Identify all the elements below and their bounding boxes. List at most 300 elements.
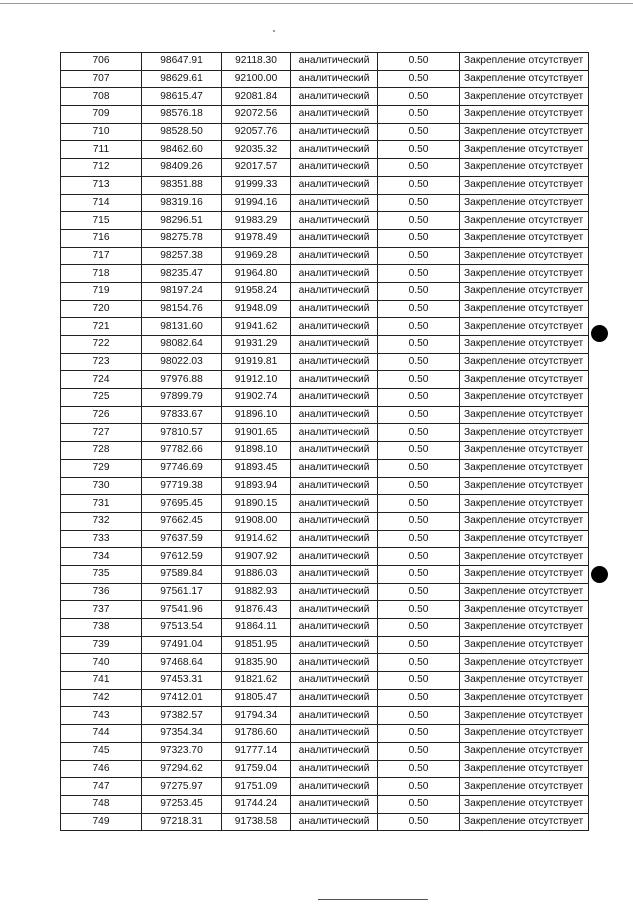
y-coordinate-cell: 91751.09 <box>222 778 291 796</box>
table-row <box>61 176 589 194</box>
table-row <box>61 247 589 265</box>
fixing-description-cell: Закрепление отсутствует <box>460 636 589 654</box>
error-cell: 0.50 <box>378 725 460 743</box>
y-coordinate-cell: 91886.03 <box>222 565 291 583</box>
x-coordinate-cell: 98319.16 <box>142 194 222 212</box>
error-cell: 0.50 <box>378 229 460 247</box>
method-cell: аналитический <box>291 247 378 265</box>
error-cell: 0.50 <box>378 212 460 230</box>
x-coordinate-cell: 98409.26 <box>142 159 222 177</box>
point-number-cell: 729 <box>61 459 142 477</box>
error-cell: 0.50 <box>378 53 460 71</box>
point-number-cell: 734 <box>61 548 142 566</box>
table-row <box>61 477 589 495</box>
fixing-description-cell: Закрепление отсутствует <box>460 336 589 354</box>
point-number-cell: 743 <box>61 707 142 725</box>
method-cell: аналитический <box>291 159 378 177</box>
fixing-description-cell: Закрепление отсутствует <box>460 194 589 212</box>
point-number-cell: 721 <box>61 318 142 336</box>
x-coordinate-cell: 98462.60 <box>142 141 222 159</box>
point-number-cell: 746 <box>61 760 142 778</box>
error-cell: 0.50 <box>378 353 460 371</box>
fixing-description-cell: Закрепление отсутствует <box>460 70 589 88</box>
x-coordinate-cell: 97412.01 <box>142 689 222 707</box>
method-cell: аналитический <box>291 300 378 318</box>
point-number-cell: 742 <box>61 689 142 707</box>
point-number-cell: 744 <box>61 725 142 743</box>
fixing-description-cell: Закрепление отсутствует <box>460 141 589 159</box>
error-cell: 0.50 <box>378 601 460 619</box>
error-cell: 0.50 <box>378 636 460 654</box>
error-cell: 0.50 <box>378 565 460 583</box>
point-number-cell: 724 <box>61 371 142 389</box>
error-cell: 0.50 <box>378 371 460 389</box>
point-number-cell: 748 <box>61 795 142 813</box>
table-row <box>61 442 589 460</box>
fixing-description-cell: Закрепление отсутствует <box>460 601 589 619</box>
error-cell: 0.50 <box>378 548 460 566</box>
fixing-description-cell: Закрепление отсутствует <box>460 318 589 336</box>
x-coordinate-cell: 98131.60 <box>142 318 222 336</box>
error-cell: 0.50 <box>378 265 460 283</box>
method-cell: аналитический <box>291 548 378 566</box>
y-coordinate-cell: 91876.43 <box>222 601 291 619</box>
method-cell: аналитический <box>291 654 378 672</box>
method-cell: аналитический <box>291 88 378 106</box>
table-row <box>61 725 589 743</box>
table-row <box>61 530 589 548</box>
point-number-cell: 725 <box>61 389 142 407</box>
method-cell: аналитический <box>291 619 378 637</box>
fixing-description-cell: Закрепление отсутствует <box>460 247 589 265</box>
fixing-description-cell: Закрепление отсутствует <box>460 530 589 548</box>
table-row <box>61 778 589 796</box>
y-coordinate-cell: 91896.10 <box>222 406 291 424</box>
method-cell: аналитический <box>291 601 378 619</box>
table-row <box>61 123 589 141</box>
table-row <box>61 654 589 672</box>
y-coordinate-cell: 92118.30 <box>222 53 291 71</box>
point-number-cell: 720 <box>61 300 142 318</box>
table-row <box>61 353 589 371</box>
coordinates-table <box>60 52 589 831</box>
y-coordinate-cell: 91864.11 <box>222 619 291 637</box>
error-cell: 0.50 <box>378 176 460 194</box>
fixing-description-cell: Закрепление отсутствует <box>460 654 589 672</box>
fixing-description-cell: Закрепление отсутствует <box>460 53 589 71</box>
method-cell: аналитический <box>291 813 378 831</box>
point-number-cell: 745 <box>61 742 142 760</box>
y-coordinate-cell: 91941.62 <box>222 318 291 336</box>
error-cell: 0.50 <box>378 141 460 159</box>
x-coordinate-cell: 97810.57 <box>142 424 222 442</box>
fixing-description-cell: Закрепление отсутствует <box>460 512 589 530</box>
point-number-cell: 710 <box>61 123 142 141</box>
table-row <box>61 459 589 477</box>
error-cell: 0.50 <box>378 477 460 495</box>
method-cell: аналитический <box>291 406 378 424</box>
scan-bottom-mark <box>318 899 428 900</box>
fixing-description-cell: Закрепление отсутствует <box>460 176 589 194</box>
x-coordinate-cell: 98647.91 <box>142 53 222 71</box>
method-cell: аналитический <box>291 70 378 88</box>
x-coordinate-cell: 98197.24 <box>142 282 222 300</box>
fixing-description-cell: Закрепление отсутствует <box>460 689 589 707</box>
fixing-description-cell: Закрепление отсутствует <box>460 442 589 460</box>
table-row <box>61 742 589 760</box>
y-coordinate-cell: 92100.00 <box>222 70 291 88</box>
y-coordinate-cell: 91969.28 <box>222 247 291 265</box>
method-cell: аналитический <box>291 495 378 513</box>
y-coordinate-cell: 91835.90 <box>222 654 291 672</box>
point-number-cell: 728 <box>61 442 142 460</box>
fixing-description-cell: Закрепление отсутствует <box>460 619 589 637</box>
table-row <box>61 318 589 336</box>
method-cell: аналитический <box>291 371 378 389</box>
point-number-cell: 717 <box>61 247 142 265</box>
fixing-description-cell: Закрепление отсутствует <box>460 424 589 442</box>
table-row <box>61 106 589 124</box>
x-coordinate-cell: 98275.78 <box>142 229 222 247</box>
point-number-cell: 706 <box>61 53 142 71</box>
x-coordinate-cell: 97382.57 <box>142 707 222 725</box>
method-cell: аналитический <box>291 229 378 247</box>
x-coordinate-cell: 97218.31 <box>142 813 222 831</box>
point-number-cell: 732 <box>61 512 142 530</box>
y-coordinate-cell: 91948.09 <box>222 300 291 318</box>
y-coordinate-cell: 91958.24 <box>222 282 291 300</box>
table-row <box>61 565 589 583</box>
x-coordinate-cell: 97719.38 <box>142 477 222 495</box>
fixing-description-cell: Закрепление отсутствует <box>460 495 589 513</box>
method-cell: аналитический <box>291 53 378 71</box>
y-coordinate-cell: 91786.60 <box>222 725 291 743</box>
punch-hole-upper <box>591 325 608 342</box>
fixing-description-cell: Закрепление отсутствует <box>460 265 589 283</box>
fixing-description-cell: Закрепление отсутствует <box>460 565 589 583</box>
point-number-cell: 731 <box>61 495 142 513</box>
table-row <box>61 583 589 601</box>
point-number-cell: 718 <box>61 265 142 283</box>
y-coordinate-cell: 92017.57 <box>222 159 291 177</box>
table-row <box>61 300 589 318</box>
y-coordinate-cell: 92057.76 <box>222 123 291 141</box>
table-row <box>61 194 589 212</box>
x-coordinate-cell: 98257.38 <box>142 247 222 265</box>
x-coordinate-cell: 98154.76 <box>142 300 222 318</box>
coordinates-table-body <box>61 53 589 831</box>
table-row <box>61 282 589 300</box>
method-cell: аналитический <box>291 265 378 283</box>
x-coordinate-cell: 97662.45 <box>142 512 222 530</box>
table-row <box>61 265 589 283</box>
error-cell: 0.50 <box>378 583 460 601</box>
method-cell: аналитический <box>291 106 378 124</box>
point-number-cell: 715 <box>61 212 142 230</box>
x-coordinate-cell: 97253.45 <box>142 795 222 813</box>
table-row <box>61 53 589 71</box>
y-coordinate-cell: 92081.84 <box>222 88 291 106</box>
table-row <box>61 424 589 442</box>
x-coordinate-cell: 97453.31 <box>142 672 222 690</box>
point-number-cell: 741 <box>61 672 142 690</box>
fixing-description-cell: Закрепление отсутствует <box>460 212 589 230</box>
y-coordinate-cell: 91919.81 <box>222 353 291 371</box>
error-cell: 0.50 <box>378 707 460 725</box>
x-coordinate-cell: 97491.04 <box>142 636 222 654</box>
punch-hole-lower <box>591 566 608 583</box>
error-cell: 0.50 <box>378 106 460 124</box>
method-cell: аналитический <box>291 795 378 813</box>
table-row <box>61 389 589 407</box>
error-cell: 0.50 <box>378 88 460 106</box>
error-cell: 0.50 <box>378 406 460 424</box>
y-coordinate-cell: 91912.10 <box>222 371 291 389</box>
point-number-cell: 733 <box>61 530 142 548</box>
method-cell: аналитический <box>291 583 378 601</box>
error-cell: 0.50 <box>378 247 460 265</box>
error-cell: 0.50 <box>378 495 460 513</box>
point-number-cell: 737 <box>61 601 142 619</box>
error-cell: 0.50 <box>378 282 460 300</box>
point-number-cell: 709 <box>61 106 142 124</box>
fixing-description-cell: Закрепление отсутствует <box>460 672 589 690</box>
table-row <box>61 689 589 707</box>
method-cell: аналитический <box>291 123 378 141</box>
table-row <box>61 548 589 566</box>
method-cell: аналитический <box>291 778 378 796</box>
fixing-description-cell: Закрепление отсутствует <box>460 389 589 407</box>
point-number-cell: 726 <box>61 406 142 424</box>
table-row <box>61 495 589 513</box>
point-number-cell: 722 <box>61 336 142 354</box>
table-row <box>61 760 589 778</box>
y-coordinate-cell: 91964.80 <box>222 265 291 283</box>
x-coordinate-cell: 98235.47 <box>142 265 222 283</box>
table-row <box>61 512 589 530</box>
method-cell: аналитический <box>291 318 378 336</box>
method-cell: аналитический <box>291 282 378 300</box>
fixing-description-cell: Закрепление отсутствует <box>460 282 589 300</box>
y-coordinate-cell: 91907.92 <box>222 548 291 566</box>
error-cell: 0.50 <box>378 442 460 460</box>
x-coordinate-cell: 97695.45 <box>142 495 222 513</box>
method-cell: аналитический <box>291 459 378 477</box>
table-row <box>61 88 589 106</box>
fixing-description-cell: Закрепление отсутствует <box>460 353 589 371</box>
y-coordinate-cell: 91738.58 <box>222 813 291 831</box>
point-number-cell: 735 <box>61 565 142 583</box>
point-number-cell: 738 <box>61 619 142 637</box>
y-coordinate-cell: 91978.49 <box>222 229 291 247</box>
error-cell: 0.50 <box>378 760 460 778</box>
method-cell: аналитический <box>291 424 378 442</box>
y-coordinate-cell: 92072.56 <box>222 106 291 124</box>
table-row <box>61 406 589 424</box>
method-cell: аналитический <box>291 565 378 583</box>
fixing-description-cell: Закрепление отсутствует <box>460 707 589 725</box>
x-coordinate-cell: 98615.47 <box>142 88 222 106</box>
error-cell: 0.50 <box>378 318 460 336</box>
method-cell: аналитический <box>291 212 378 230</box>
table-row <box>61 707 589 725</box>
y-coordinate-cell: 91893.45 <box>222 459 291 477</box>
y-coordinate-cell: 92035.32 <box>222 141 291 159</box>
method-cell: аналитический <box>291 389 378 407</box>
fixing-description-cell: Закрепление отсутствует <box>460 795 589 813</box>
point-number-cell: 716 <box>61 229 142 247</box>
y-coordinate-cell: 91794.34 <box>222 707 291 725</box>
x-coordinate-cell: 97976.88 <box>142 371 222 389</box>
fixing-description-cell: Закрепление отсутствует <box>460 300 589 318</box>
fixing-description-cell: Закрепление отсутствует <box>460 88 589 106</box>
point-number-cell: 739 <box>61 636 142 654</box>
point-number-cell: 713 <box>61 176 142 194</box>
method-cell: аналитический <box>291 725 378 743</box>
table-row <box>61 141 589 159</box>
error-cell: 0.50 <box>378 70 460 88</box>
y-coordinate-cell: 91759.04 <box>222 760 291 778</box>
y-coordinate-cell: 91931.29 <box>222 336 291 354</box>
fixing-description-cell: Закрепление отсутствует <box>460 583 589 601</box>
fixing-description-cell: Закрепление отсутствует <box>460 813 589 831</box>
x-coordinate-cell: 97323.70 <box>142 742 222 760</box>
x-coordinate-cell: 97541.96 <box>142 601 222 619</box>
point-number-cell: 711 <box>61 141 142 159</box>
fixing-description-cell: Закрепление отсутствует <box>460 106 589 124</box>
error-cell: 0.50 <box>378 795 460 813</box>
point-number-cell: 736 <box>61 583 142 601</box>
x-coordinate-cell: 98022.03 <box>142 353 222 371</box>
x-coordinate-cell: 97589.84 <box>142 565 222 583</box>
table-row <box>61 619 589 637</box>
error-cell: 0.50 <box>378 689 460 707</box>
table-row <box>61 229 589 247</box>
error-cell: 0.50 <box>378 123 460 141</box>
x-coordinate-cell: 97782.66 <box>142 442 222 460</box>
table-row <box>61 212 589 230</box>
scan-speck <box>273 30 275 32</box>
table-row <box>61 336 589 354</box>
x-coordinate-cell: 98082.64 <box>142 336 222 354</box>
y-coordinate-cell: 91893.94 <box>222 477 291 495</box>
fixing-description-cell: Закрепление отсутствует <box>460 548 589 566</box>
point-number-cell: 719 <box>61 282 142 300</box>
point-number-cell: 749 <box>61 813 142 831</box>
method-cell: аналитический <box>291 194 378 212</box>
table-row <box>61 601 589 619</box>
x-coordinate-cell: 97513.54 <box>142 619 222 637</box>
y-coordinate-cell: 91777.14 <box>222 742 291 760</box>
x-coordinate-cell: 97833.67 <box>142 406 222 424</box>
x-coordinate-cell: 98351.88 <box>142 176 222 194</box>
point-number-cell: 707 <box>61 70 142 88</box>
point-number-cell: 708 <box>61 88 142 106</box>
point-number-cell: 730 <box>61 477 142 495</box>
error-cell: 0.50 <box>378 619 460 637</box>
y-coordinate-cell: 91851.95 <box>222 636 291 654</box>
y-coordinate-cell: 91983.29 <box>222 212 291 230</box>
fixing-description-cell: Закрепление отсутствует <box>460 159 589 177</box>
fixing-description-cell: Закрепление отсутствует <box>460 406 589 424</box>
table-row <box>61 70 589 88</box>
method-cell: аналитический <box>291 760 378 778</box>
x-coordinate-cell: 98296.51 <box>142 212 222 230</box>
method-cell: аналитический <box>291 512 378 530</box>
method-cell: аналитический <box>291 707 378 725</box>
error-cell: 0.50 <box>378 424 460 442</box>
error-cell: 0.50 <box>378 300 460 318</box>
y-coordinate-cell: 91805.47 <box>222 689 291 707</box>
y-coordinate-cell: 91914.62 <box>222 530 291 548</box>
x-coordinate-cell: 97294.62 <box>142 760 222 778</box>
x-coordinate-cell: 98629.61 <box>142 70 222 88</box>
error-cell: 0.50 <box>378 159 460 177</box>
table-row <box>61 813 589 831</box>
x-coordinate-cell: 97612.59 <box>142 548 222 566</box>
error-cell: 0.50 <box>378 654 460 672</box>
y-coordinate-cell: 91999.33 <box>222 176 291 194</box>
y-coordinate-cell: 91890.15 <box>222 495 291 513</box>
method-cell: аналитический <box>291 477 378 495</box>
x-coordinate-cell: 97275.97 <box>142 778 222 796</box>
table-row <box>61 795 589 813</box>
fixing-description-cell: Закрепление отсутствует <box>460 725 589 743</box>
error-cell: 0.50 <box>378 672 460 690</box>
y-coordinate-cell: 91994.16 <box>222 194 291 212</box>
y-coordinate-cell: 91902.74 <box>222 389 291 407</box>
error-cell: 0.50 <box>378 194 460 212</box>
point-number-cell: 712 <box>61 159 142 177</box>
table-row <box>61 159 589 177</box>
table-row <box>61 636 589 654</box>
method-cell: аналитический <box>291 141 378 159</box>
fixing-description-cell: Закрепление отсутствует <box>460 742 589 760</box>
x-coordinate-cell: 97637.59 <box>142 530 222 548</box>
x-coordinate-cell: 98576.18 <box>142 106 222 124</box>
method-cell: аналитический <box>291 672 378 690</box>
scan-edge-line <box>0 3 633 4</box>
method-cell: аналитический <box>291 689 378 707</box>
error-cell: 0.50 <box>378 742 460 760</box>
x-coordinate-cell: 98528.50 <box>142 123 222 141</box>
x-coordinate-cell: 97899.79 <box>142 389 222 407</box>
error-cell: 0.50 <box>378 389 460 407</box>
method-cell: аналитический <box>291 636 378 654</box>
fixing-description-cell: Закрепление отсутствует <box>460 778 589 796</box>
x-coordinate-cell: 97561.17 <box>142 583 222 601</box>
y-coordinate-cell: 91898.10 <box>222 442 291 460</box>
error-cell: 0.50 <box>378 530 460 548</box>
x-coordinate-cell: 97354.34 <box>142 725 222 743</box>
fixing-description-cell: Закрепление отсутствует <box>460 760 589 778</box>
x-coordinate-cell: 97468.64 <box>142 654 222 672</box>
fixing-description-cell: Закрепление отсутствует <box>460 477 589 495</box>
point-number-cell: 723 <box>61 353 142 371</box>
fixing-description-cell: Закрепление отсутствует <box>460 123 589 141</box>
method-cell: аналитический <box>291 530 378 548</box>
point-number-cell: 727 <box>61 424 142 442</box>
method-cell: аналитический <box>291 336 378 354</box>
method-cell: аналитический <box>291 742 378 760</box>
error-cell: 0.50 <box>378 813 460 831</box>
y-coordinate-cell: 91908.00 <box>222 512 291 530</box>
y-coordinate-cell: 91901.65 <box>222 424 291 442</box>
error-cell: 0.50 <box>378 512 460 530</box>
table-row <box>61 371 589 389</box>
method-cell: аналитический <box>291 353 378 371</box>
y-coordinate-cell: 91821.62 <box>222 672 291 690</box>
